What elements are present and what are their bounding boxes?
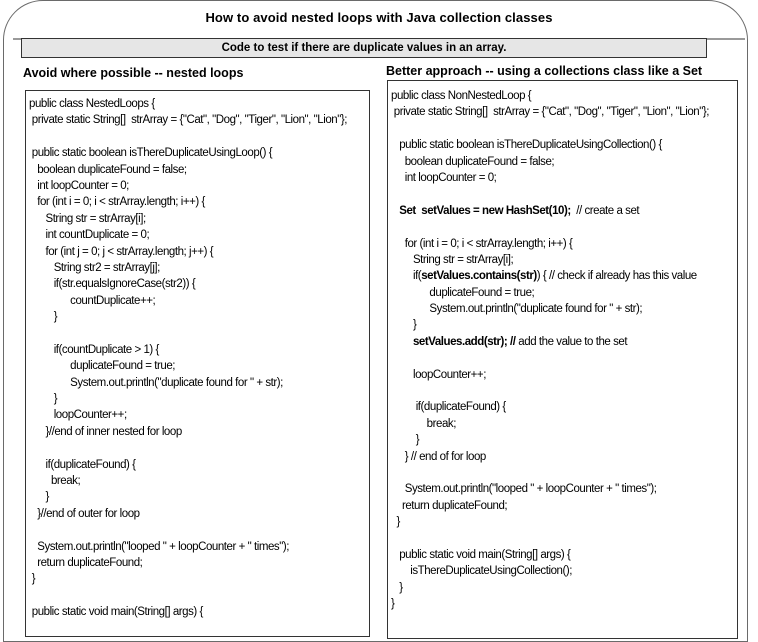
code-line: duplicateFound = true; <box>29 360 176 373</box>
code-line: private static String[] strArray = {"Cat", "Dog", "Tiger", "Lion", "Lion"}; <box>29 114 347 127</box>
code-line: for (int i = 0; i < strArray.length; i++) { <box>391 237 573 250</box>
code-line: duplicateFound = true; <box>391 286 535 299</box>
code-line: if(duplicateFound) { <box>29 458 136 471</box>
code-line: } <box>29 491 49 504</box>
code-segment: // create a set <box>570 204 640 217</box>
code-line: boolean duplicateFound = false; <box>29 163 187 176</box>
code-line: } <box>391 516 400 529</box>
code-line: String str = strArray[i]; <box>29 212 146 225</box>
left-code-block <box>29 96 369 621</box>
code-line: } <box>29 311 58 324</box>
right-code-panel <box>387 80 738 639</box>
code-line: public class NestedLoops { <box>29 98 155 110</box>
code-bold-segment: setValues.contains(str) <box>421 270 537 283</box>
code-line: loopCounter++; <box>29 409 127 422</box>
code-line <box>29 129 369 145</box>
code-line <box>391 219 737 235</box>
code-line: public class NonNestedLoop { <box>391 90 532 102</box>
code-line: } <box>29 573 36 586</box>
code-line: return duplicateFound; <box>29 556 143 569</box>
code-bold-segment: Set setValues = new HashSet(10); <box>399 204 571 217</box>
code-line: for (int i = 0; i < strArray.length; i++) { <box>29 196 205 209</box>
code-line <box>29 325 369 341</box>
page-title: How to avoid nested loops with Java collection classes <box>205 10 553 25</box>
code-line <box>391 350 737 366</box>
code-line: break; <box>29 474 81 487</box>
code-line: String str = strArray[i]; <box>391 253 514 266</box>
code-line: public static void main(String[] args) { <box>391 548 571 561</box>
code-line: private static String[] strArray = {"Cat", "Dog", "Tiger", "Lion", "Lion"}; <box>391 106 709 119</box>
code-line: } <box>391 434 420 447</box>
code-line: System.out.println("duplicate found for " + str); <box>29 376 283 389</box>
code-line <box>29 522 369 538</box>
code-segment: add the value to the set <box>515 335 628 348</box>
code-line: }//end of outer for loop <box>29 507 140 520</box>
code-line: System.out.println("duplicate found for " + str); <box>391 303 643 316</box>
code-line: String str2 = strArray[j]; <box>29 261 160 274</box>
code-line: } <box>391 319 417 332</box>
code-line: }//end of inner nested for loop <box>29 425 182 438</box>
code-line: if(countDuplicate > 1) { <box>29 343 159 356</box>
code-line <box>391 531 737 547</box>
code-line: for (int j = 0; j < strArray.length; j++) { <box>29 245 214 258</box>
code-line <box>391 383 737 399</box>
code-line <box>391 121 737 137</box>
code-line <box>391 186 737 202</box>
right-column-heading: Better approach -- using a collections class like a Set <box>386 64 703 78</box>
code-line <box>29 588 369 604</box>
code-line: } // end of for loop <box>391 450 486 463</box>
code-line: if(duplicateFound) { <box>391 401 506 414</box>
code-line: public static void main(String[] args) { <box>29 606 203 619</box>
code-line: public static boolean isThereDuplicateUsingCollection() { <box>391 139 662 152</box>
code-line: int loopCounter = 0; <box>29 179 129 192</box>
code-segment <box>391 336 413 348</box>
code-line: public static boolean isThereDuplicateUsingLoop() { <box>29 147 273 160</box>
left-code-panel <box>25 90 370 637</box>
code-line: loopCounter++; <box>391 368 486 381</box>
subtitle-banner: Code to test if there are duplicate values in an array. <box>21 38 707 58</box>
code-line: countDuplicate++; <box>29 294 156 307</box>
code-line <box>391 268 737 284</box>
code-line: if(str.equalsIgnoreCase(str2)) { <box>29 278 196 291</box>
code-line: } <box>29 393 58 406</box>
code-line <box>29 440 369 456</box>
code-segment <box>391 205 399 217</box>
code-line: int countDuplicate = 0; <box>29 229 150 242</box>
code-line: isThereDuplicateUsingCollection(); <box>391 565 572 578</box>
right-code-block <box>391 88 737 613</box>
code-line: int loopCounter = 0; <box>391 171 497 184</box>
code-line: System.out.println("looped " + loopCounter + " times"); <box>391 483 657 496</box>
code-line: System.out.println("looped " + loopCounter + " times"); <box>29 540 289 553</box>
left-column-heading: Avoid where possible -- nested loops <box>23 66 244 80</box>
code-line: } <box>391 598 395 611</box>
code-line: break; <box>391 417 456 430</box>
code-segment: if( <box>391 270 422 283</box>
code-line <box>391 465 737 481</box>
code-line: boolean duplicateFound = false; <box>391 155 555 168</box>
code-segment: ) { // check if already has this value <box>536 270 697 283</box>
code-line <box>391 203 737 219</box>
code-line: } <box>391 581 403 594</box>
code-line <box>391 334 737 350</box>
code-bold-segment: setValues.add(str); // <box>412 335 516 348</box>
code-line: return duplicateFound; <box>391 499 508 512</box>
